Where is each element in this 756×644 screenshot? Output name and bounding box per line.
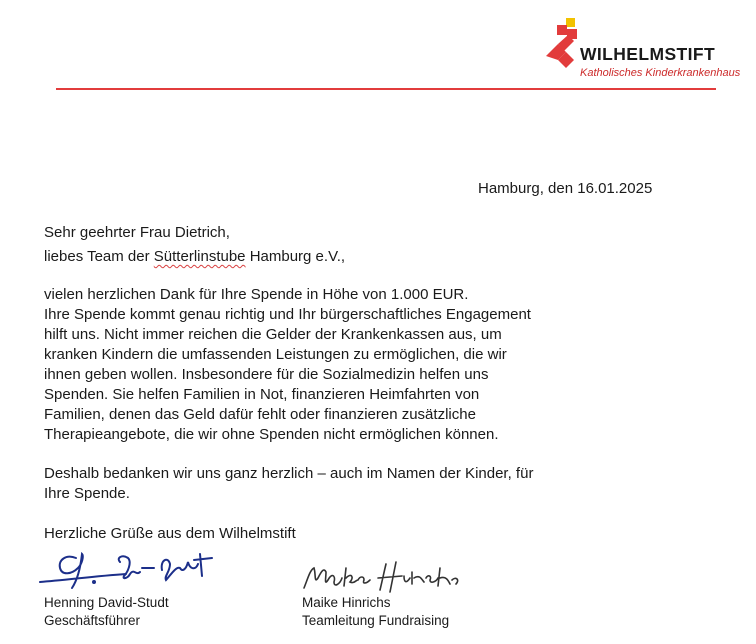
- signature-henning-david-studt: [36, 546, 236, 596]
- team-suffix: Hamburg e.V.,: [245, 248, 346, 265]
- paragraph-line: kranken Kindern die umfassenden Leistungen zu ermöglichen, die wir: [44, 346, 507, 363]
- paragraph-line: Spenden. Sie helfen Familien in Not, finanzieren Heimfahrten von: [44, 386, 480, 403]
- paragraph-line: ihnen geben wollen. Insbesondere für die Sozialmedizin helfen uns: [44, 366, 489, 383]
- logo-name: WILHELMSTIFT: [580, 44, 716, 64]
- salutation: Sehr geehrter Frau Dietrich,: [44, 224, 230, 241]
- logo-subtitle: Katholisches Kinderkrankenhaus: [580, 67, 741, 79]
- closing-line: Herzliche Grüße aus dem Wilhelmstift: [44, 525, 296, 542]
- paragraph-line: vielen herzlichen Dank für Ihre Spende in Höhe von 1.000 EUR.: [44, 286, 469, 303]
- team-prefix: liebes Team der: [44, 248, 154, 265]
- team-name-highlight: Sütterlinstube: [153, 248, 246, 265]
- logo: [540, 14, 740, 84]
- body-paragraph-1: [44, 285, 531, 445]
- header-rule: [56, 88, 716, 90]
- paragraph-line: Therapieangebote, die wir ohne Spenden nicht ermöglichen können.: [44, 426, 499, 443]
- signatory-name: Maike Hinrichs: [302, 595, 391, 610]
- paragraph-line: hilft uns. Nicht immer reichen die Gelder der Krankenkassen aus, um: [44, 326, 502, 343]
- body-paragraph-2: [44, 464, 533, 504]
- team-salutation: [44, 247, 345, 267]
- signatory-name: Henning David-Studt: [44, 595, 169, 610]
- signature-maike-hinrichs: [300, 558, 470, 598]
- date-line: Hamburg, den 16.01.2025: [478, 180, 653, 197]
- paragraph-line: Ihre Spende kommt genau richtig und Ihr bürgerschaftliches Engagement: [44, 306, 531, 323]
- signatory-role: Geschäftsführer: [44, 613, 141, 628]
- paragraph-line: Familien, denen das Geld dafür fehlt oder finanzieren zusätzliche: [44, 406, 476, 423]
- paragraph-line: Deshalb bedanken wir uns ganz herzlich – auch im Namen der Kinder, für: [44, 465, 534, 482]
- paragraph-line: Ihre Spende.: [44, 485, 130, 502]
- cross-mark-icon: [544, 18, 580, 72]
- signatory-role: Teamleitung Fundraising: [302, 613, 450, 628]
